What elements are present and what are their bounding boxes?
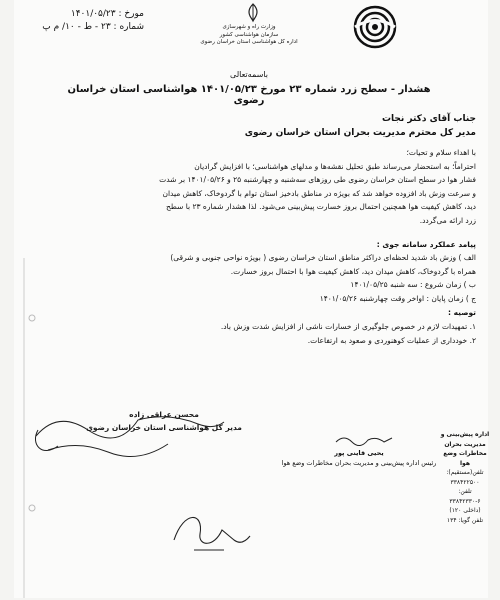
- signature-scribble-right: [334, 432, 394, 448]
- sidebox-line: (داخلی ۱۲۰): [449, 507, 481, 514]
- signer-right-name: یحیی قاینی پور: [334, 449, 384, 457]
- iran-emblem-icon: [242, 2, 264, 24]
- sidebox-line: مخاطرات وضع: [443, 450, 487, 457]
- sidebox-line: مدیریت بحران: [444, 440, 486, 448]
- paragraph-line: فشار هوا در سطح استان خراسان رضوی طی روزهای سه‌شنبه و چهارشنبه ۲۵ و ۱۴۰۱/۰۵/۲۶ بر شدت: [159, 175, 476, 184]
- recommendation-item: ۱. تمهیدات لازم در خصوص جلوگیری از خسارات ناشی از افزایش شدت وزش باد.: [220, 322, 476, 331]
- bottom-signature-scribble: [164, 500, 254, 560]
- sidebox-line: ۳۳۸۴۲۲۵۰۰: [450, 478, 480, 486]
- stamp-role: مدیر کل هواشناسی استان خراسان رضوی: [86, 423, 242, 432]
- addressee-line-2: مدیر کل محترم مدیریت بحران استان خراسان رضوی: [244, 128, 476, 138]
- paragraph-line: احتراماً؛ به استحضار می‌رساند طبق تحلیل نقشه‌ها و مدلهای هواشناسی؛ با افزایش گرادیان: [194, 161, 476, 171]
- recommendations-heading: توصیه :: [448, 308, 476, 317]
- letter-page: [14, 0, 488, 598]
- outcome-item: همراه با گردوخاک، کاهش میدان دید، کاهش کیفیت هوا با احتمال بروز خسارت.: [230, 266, 476, 276]
- warning-title: هشدار - سطح زرد شماره ۲۳ مورخ ۱۴۰۱/۰۵/۲۳ هواشناسی استان خراسان رضوی: [67, 84, 431, 106]
- sidebox-line: تلفن:: [458, 488, 472, 495]
- signer-right-role: رئیس اداره پیش‌بینی و مدیریت بحران مخاطرات وضع هوا: [281, 459, 437, 467]
- outcomes-heading: پیامد عملکرد سامانه جوی :: [376, 240, 476, 249]
- letter-meta: [24, 8, 144, 34]
- letter-body: [36, 146, 476, 227]
- recommendation-item: ۲. خودداری از عملیات کوهنوردی و صعود به ارتفاعات.: [307, 335, 476, 345]
- greeting: با اهداء سلام و تحیات؛: [406, 148, 476, 157]
- basmala: باسمه‌تعالی: [230, 70, 268, 79]
- ministry-block: [184, 24, 314, 47]
- sidebox-line: ۳۳۸۴۲۳۳۰-۶: [449, 497, 481, 505]
- ministry-line-1: وزارت راه و شهرسازی: [222, 24, 276, 30]
- ministry-line-3: اداره کل هواشناسی استان خراسان رضوی: [200, 39, 298, 45]
- stamp-name: محسن عراقی زاده: [129, 410, 199, 419]
- paragraph-line: دید، کاهش کیفیت هوا همچنین احتمال بروز خسارت پیش‌بینی می‌شود. لذا هشدار شماره ۲۳ با سطح: [166, 202, 476, 211]
- number-line: شماره : ۲۳ - ط - ۱۰/ م پ: [42, 22, 144, 32]
- stamp-block: [84, 408, 244, 434]
- sidebox-line: اداره پیش‌بینی و: [440, 431, 490, 438]
- meteorology-logo-icon: [352, 4, 398, 50]
- sidebox-line: تلفن(مستقیم):: [446, 469, 484, 476]
- outcome-item: الف ) وزش باد شدید لحظه‌ای دراکثر مناطق استان خراسان رضوی ( بویژه نواحی جنوبی و شرقی): [170, 253, 476, 262]
- paragraph-line: زرد ارائه می‌گردد.: [419, 215, 476, 225]
- signer-right: [264, 448, 454, 468]
- ministry-line-2: سازمان هواشناسی کشور: [219, 31, 279, 38]
- outcome-item: ج ) زمان پایان : اواخر وقت چهارشنبه ۱۴۰۱/۰۵/۲۶: [319, 293, 476, 303]
- sidebox-line: تلفن گویا: ۱۳۴: [446, 516, 484, 524]
- binder-hole-marks: [20, 258, 46, 598]
- sidebox-line: هوا: [460, 459, 470, 467]
- outcomes-list: [36, 251, 476, 305]
- outcome-item: ب ) زمان شروع : سه شنبه ۱۴۰۱/۰۵/۲۵: [350, 280, 476, 289]
- recommendations-list: [36, 320, 476, 347]
- addressee-line-1: جناب آقای دکتر نجات: [381, 114, 476, 124]
- paragraph-line: و سرعت وزش باد افزوده خواهد شد که بویژه در مناطق بادخیز استان توام با گردوخاک، کاهش میدان: [162, 188, 476, 198]
- contact-sidebox: [434, 430, 496, 525]
- date-line: مورخ : ۱۴۰۱/۰۵/۲۳: [70, 9, 144, 19]
